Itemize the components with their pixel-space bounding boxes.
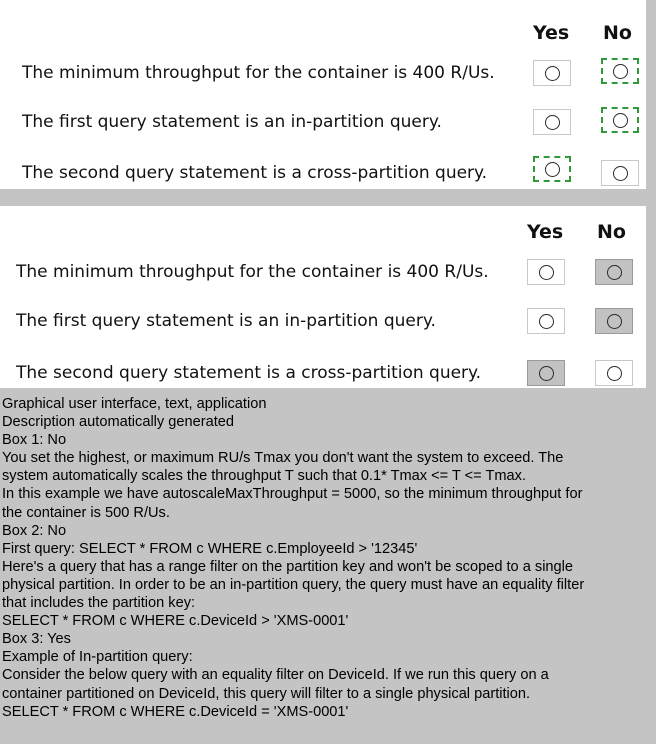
- radio-circle-icon: [539, 366, 554, 381]
- statement-1-no-option-selected[interactable]: [601, 58, 639, 84]
- yes-column-header: Yes: [533, 22, 570, 44]
- explanation-line: First query: SELECT * FROM c WHERE c.EmployeeId > '12345': [2, 540, 418, 557]
- statement-3-yes-option-selected[interactable]: [527, 360, 565, 386]
- radio-circle-icon: [539, 265, 554, 280]
- explanation-line: SELECT * FROM c WHERE c.DeviceId > 'XMS-0001': [2, 613, 349, 630]
- radio-circle-icon: [613, 64, 628, 79]
- explanation-line: Consider the below query with an equality filter on DeviceId. If we run this query on a: [2, 667, 549, 684]
- statement-2-yes-option[interactable]: [533, 109, 571, 135]
- answer-area-shaded: [0, 206, 646, 388]
- radio-circle-icon: [539, 314, 554, 329]
- statement-2-yes-option[interactable]: [527, 308, 565, 334]
- explanation-line: Box 3: Yes: [2, 631, 71, 648]
- explanation-line: Here's a query that has a range filter on the partition key and won't be scoped to a single: [2, 558, 574, 575]
- statement-3: The second query statement is a cross-partition query.: [22, 163, 488, 183]
- statement-2-no-option-selected[interactable]: [601, 107, 639, 133]
- no-column-header: No: [603, 22, 632, 44]
- yes-column-header: Yes: [527, 221, 564, 243]
- statement-3-no-option[interactable]: [601, 160, 639, 186]
- statement-3-yes-option-selected[interactable]: [533, 156, 571, 182]
- radio-circle-icon: [613, 113, 628, 128]
- radio-circle-icon: [607, 366, 622, 381]
- explanation-line: Example of In-partition query:: [2, 649, 193, 666]
- explanation-line: container partitioned on DeviceId, this query will filter to a single physical partition.: [2, 685, 531, 702]
- explanation-line: physical partition. In order to be an in-partition query, the query must have an equality filter: [2, 576, 585, 593]
- explanation-line: system automatically scales the throughput T such that 0.1* Tmax <= T <= Tmax.: [2, 468, 527, 485]
- explanation-line: Box 1: No: [2, 432, 67, 449]
- no-column-header: No: [597, 221, 626, 243]
- answer-area-highlighted: [0, 0, 646, 189]
- statement-1-yes-option[interactable]: [533, 60, 571, 86]
- explanation-line: that includes the partition key:: [2, 595, 196, 612]
- statement-1-yes-option[interactable]: [527, 259, 565, 285]
- explanation-line: Description automatically generated: [2, 414, 235, 431]
- statement-2: The first query statement is an in-partition query.: [22, 112, 442, 132]
- statement-1: The minimum throughput for the container is 400 R/Us.: [16, 262, 489, 282]
- statement-3: The second query statement is a cross-partition query.: [16, 363, 482, 383]
- statement-2: The first query statement is an in-partition query.: [16, 311, 436, 331]
- explanation-line: Graphical user interface, text, application: [2, 396, 267, 412]
- explanation-line: SELECT * FROM c WHERE c.DeviceId = 'XMS-0001': [2, 703, 349, 720]
- radio-circle-icon: [545, 115, 560, 130]
- explanation-line: the container is 500 R/Us.: [2, 504, 170, 521]
- explanation-line: You set the highest, or maximum RU/s Tmax you don't want the system to exceed. The: [2, 450, 564, 467]
- radio-circle-icon: [613, 166, 628, 181]
- statement-3-no-option[interactable]: [595, 360, 633, 386]
- radio-circle-icon: [545, 66, 560, 81]
- radio-circle-icon: [607, 265, 622, 280]
- radio-circle-icon: [607, 314, 622, 329]
- statement-1: The minimum throughput for the container is 400 R/Us.: [22, 63, 495, 83]
- explanation-text: [2, 395, 642, 721]
- explanation-line: In this example we have autoscaleMaxThroughput = 5000, so the minimum throughput for: [2, 486, 583, 503]
- statement-2-no-option-selected[interactable]: [595, 308, 633, 334]
- explanation-line: Box 2: No: [2, 522, 67, 539]
- radio-circle-icon: [545, 162, 560, 177]
- statement-1-no-option-selected[interactable]: [595, 259, 633, 285]
